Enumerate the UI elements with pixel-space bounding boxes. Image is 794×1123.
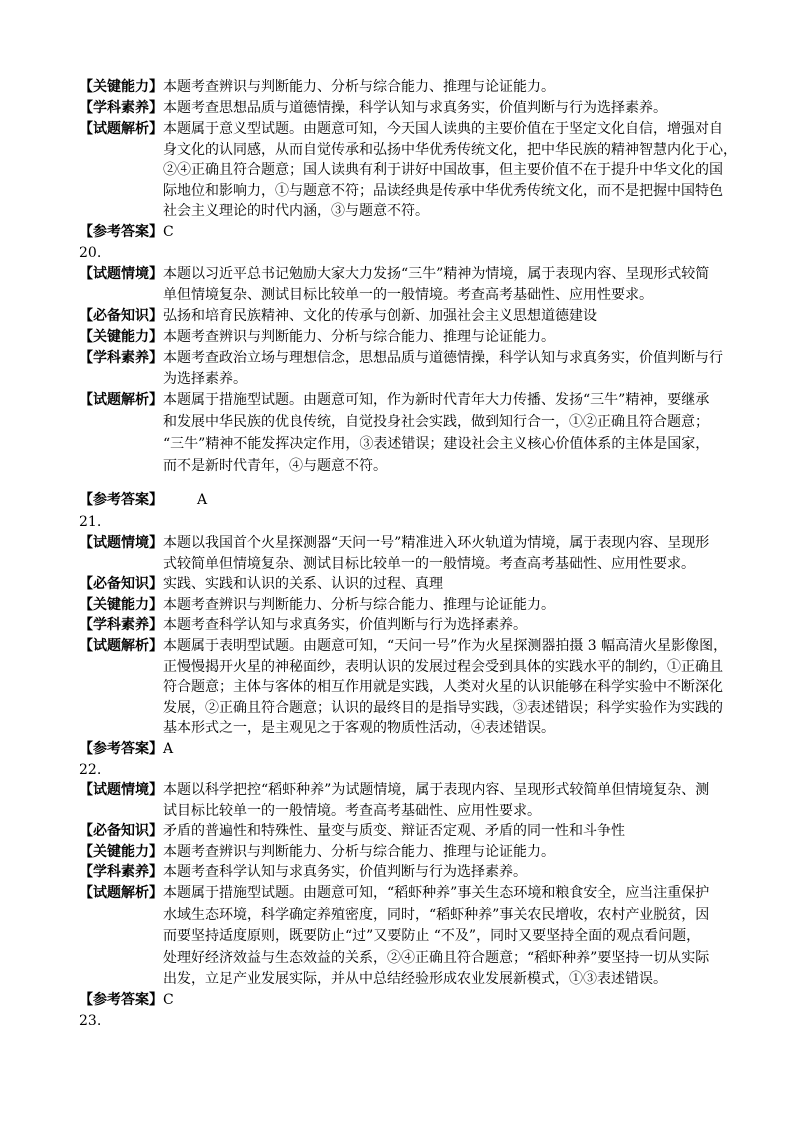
q21-literacy-row xyxy=(79,615,719,636)
q20-ability-row xyxy=(79,327,719,348)
q22-literacy-row xyxy=(79,862,719,883)
section-label: 【学科素养】 xyxy=(79,864,163,880)
q21-ability-row xyxy=(79,595,719,616)
section-label: 【参考答案】 xyxy=(79,992,163,1008)
q22-analysis-row xyxy=(79,883,719,991)
q20-answer-row xyxy=(79,490,719,511)
section-label: 【学科素养】 xyxy=(79,617,163,633)
q22-knowledge-row xyxy=(79,821,719,842)
q21-answer-row xyxy=(79,739,719,760)
q19-answer-row xyxy=(79,222,719,243)
section-text: 本题考查辨识与判断能力、分析与综合能力、推理与论证能力。 xyxy=(163,597,555,613)
section-text: 本题以科学把控“稻虾种养”为试题情境，属于表现内容、呈现形式较简单但情境复杂、测 试目标比较单一的一般情境。考查高考基础性、应用性要求。 xyxy=(163,782,710,819)
section-text: 本题考查辨识与判断能力、分析与综合能力、推理与论证能力。 xyxy=(163,844,555,860)
question-number: 22. xyxy=(79,762,102,778)
q22-answer-row xyxy=(79,990,719,1011)
section-text: 矛盾的普遍性和特殊性、量变与质变、辩证否定观、矛盾的同一性和斗争性 xyxy=(163,823,625,839)
section-text: 本题属于措施型试题。由题意可知，“稻虾种养”事关生态环境和粮食安全，应当注重保护 水域生态环境，科学确定养殖密度，同时，“稻虾种养”事关农民增收，农村产业脱贫，因 而要坚持适度原则，既要防止“过”又要防止 “不及”，同时又要坚持全面的观点看问题， 处理好经济效益与生态效益的关系，②④正确且符合题意；“稻虾种养”要坚持一切从实际 出发，立足产业发展实际，并从中总结经验形成农业发展新模式，①③表述错误。 xyxy=(163,885,710,987)
answer-value: A xyxy=(163,741,174,757)
section-text: 本题考查政治立场与理想信念，思想品质与道德情操，科学认知与求真务实，价值判断与行 为选择素养。 xyxy=(163,350,723,387)
q20-situation-row xyxy=(79,264,719,305)
q21-situation-row xyxy=(79,533,719,574)
answer-value: A xyxy=(197,492,208,508)
section-text: 本题属于意义型试题。由题意可知，今天国人读典的主要价值在于坚定文化自信，增强对自 身文化的认同感，从而自觉传承和弘扬中华优秀传统文化，把中华民族的精神智慧内化于心， ②④正确且符合题意；国人读典有利于讲好中国故事，但主要价值不在于提升中华文化的国 际地位和影响力，①与题意不符；品读经典是传承中华优秀传统文化，而不是把握中国特色 社会主义理论的时代内涵，③与题意不符。 xyxy=(163,121,737,219)
section-label: 【学科素养】 xyxy=(79,350,163,366)
section-label: 【关键能力】 xyxy=(79,844,163,860)
q19-ability-row xyxy=(79,77,719,98)
q21-knowledge-row xyxy=(79,574,719,595)
section-text: 本题属于表明型试题。由题意可知，“天问一号”作为火星探测器拍摄 3 幅高清火星影像图， 正慢慢揭开火星的神秘面纱，表明认识的发展过程会受到具体的实践水平的制约，①正确且 符合题意；主体与客体的相互作用就是实践，人类对火星的认识能够在科学实验中不断深化 发展，②正确且符合题意；认识的最终目的是指导实践，③表述错误；科学实验作为实践的 基本形式之一，是主观见之于客观的物质性活动，④表述错误。 xyxy=(163,638,728,736)
section-label: 【试题情境】 xyxy=(79,535,163,551)
section-label: 【试题解析】 xyxy=(79,121,163,137)
section-text: 本题考查思想品质与道德情操，科学认知与求真务实，价值判断与行为选择素养。 xyxy=(163,100,667,116)
q22-situation-row xyxy=(79,780,719,821)
section-text: 实践、实践和认识的关系、认识的过程、真理 xyxy=(163,576,443,592)
q22-ability-row xyxy=(79,842,719,863)
section-label: 【试题解析】 xyxy=(79,885,163,901)
q20-knowledge-row xyxy=(79,306,719,327)
section-label: 【关键能力】 xyxy=(79,79,163,95)
section-label: 【必备知识】 xyxy=(79,576,163,592)
section-label: 【试题解析】 xyxy=(79,638,163,654)
section-text: 本题考查辨识与判断能力、分析与综合能力、推理与论证能力。 xyxy=(163,79,555,95)
question-number: 20. xyxy=(79,245,102,261)
question-number: 21. xyxy=(79,514,102,530)
section-text: 本题属于措施型试题。由题意可知，作为新时代青年大力传播、发扬“三牛”精神，要继承 和发展中华民族的优良传统，自觉投身社会实践，做到知行合一，①②正确且符合题意； “三牛”精神不能发挥决定作用，③表述错误；建设社会主义核心价值体系的主体是国家， 而不是新时代青年，④与题意不符。 xyxy=(163,392,710,474)
section-text: 弘扬和培育民族精神、文化的传承与创新、加强社会主义思想道德建设 xyxy=(163,308,597,324)
section-label: 【参考答案】 xyxy=(79,741,163,757)
section-label: 【学科素养】 xyxy=(79,100,163,116)
answer-value: C xyxy=(163,224,174,240)
section-label: 【关键能力】 xyxy=(79,597,163,613)
section-label: 【试题情境】 xyxy=(79,266,163,282)
section-text: 本题以我国首个火星探测器“天问一号”精准进入环火轨道为情境，属于表现内容、呈现形 式较简单但情境复杂、测试目标比较单一的一般情境。考查高考基础性、应用性要求。 xyxy=(163,535,710,572)
q20-analysis-row xyxy=(79,389,719,477)
section-text: 本题考查辨识与判断能力、分析与综合能力、推理与论证能力。 xyxy=(163,329,555,345)
answer-value: C xyxy=(163,992,174,1008)
q20-literacy-row xyxy=(79,348,723,389)
section-label: 【试题解析】 xyxy=(79,392,163,408)
section-label: 【关键能力】 xyxy=(79,329,163,345)
section-label: 【试题情境】 xyxy=(79,782,163,798)
question-number: 23. xyxy=(79,1013,102,1029)
section-label: 【参考答案】 xyxy=(79,492,163,508)
section-label: 【参考答案】 xyxy=(79,224,163,240)
q21-analysis-row xyxy=(79,636,728,739)
section-text: 本题考查科学认知与求真务实，价值判断与行为选择素养。 xyxy=(163,617,527,633)
q19-analysis-row xyxy=(79,119,737,222)
section-text: 本题以习近平总书记勉励大家大力发扬“三牛”精神为情境，属于表现内容、呈现形式较简 单但情境复杂、测试目标比较单一的一般情境。考查高考基础性、应用性要求。 xyxy=(163,266,710,303)
section-label: 【必备知识】 xyxy=(79,823,163,839)
section-label: 【必备知识】 xyxy=(79,308,163,324)
section-text: 本题考查科学认知与求真务实，价值判断与行为选择素养。 xyxy=(163,864,527,880)
q19-literacy-row xyxy=(79,98,719,119)
